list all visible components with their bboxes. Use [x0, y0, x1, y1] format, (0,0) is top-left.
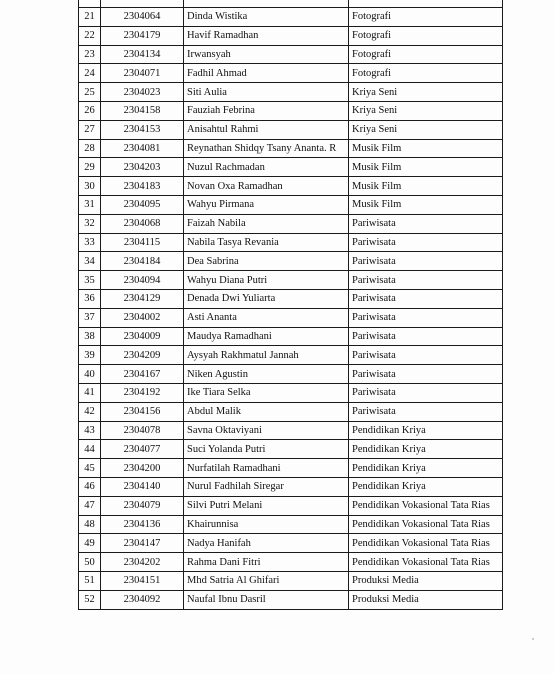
cell-prodi: Kriya Seni — [349, 120, 503, 139]
table-row — [79, 553, 503, 572]
cell-prodi: Pariwisata — [349, 252, 503, 271]
cell-nim: 2304081 — [101, 139, 184, 158]
table-row — [79, 139, 503, 158]
cell-no: 23 — [79, 45, 101, 64]
cell-prodi: Pendidikan Vokasional Tata Rias — [349, 515, 503, 534]
cell-nim: 2304136 — [101, 515, 184, 534]
cell-no: 48 — [79, 515, 101, 534]
cell-nim: 2304202 — [101, 553, 184, 572]
cell-name: Silvi Putri Melani — [184, 496, 349, 515]
cell-name: Wahyu Pirmana — [184, 195, 349, 214]
table-row — [79, 327, 503, 346]
cell-name: Mhd Satria Al Ghifari — [184, 571, 349, 590]
cell-no: 21 — [79, 8, 101, 27]
table-row — [79, 421, 503, 440]
cell-no: 36 — [79, 289, 101, 308]
cell-prodi: Pendidikan Vokasional Tata Rias — [349, 534, 503, 553]
cell-no: 27 — [79, 120, 101, 139]
cell-nim — [101, 0, 184, 8]
cell-name: Fauziah Febrina — [184, 101, 349, 120]
cell-prodi: Pendidikan Vokasional Tata Rias — [349, 496, 503, 515]
cell-name: Nadya Hanifah — [184, 534, 349, 553]
table-row-partial — [79, 0, 503, 8]
cell-no: 43 — [79, 421, 101, 440]
table-row — [79, 158, 503, 177]
cell-name: Siti Aulia — [184, 83, 349, 102]
cell-name: Anisahtul Rahmi — [184, 120, 349, 139]
cell-nim: 2304095 — [101, 195, 184, 214]
cell-name: Novan Oxa Ramadhan — [184, 177, 349, 196]
cell-no: 24 — [79, 64, 101, 83]
cell-no: 37 — [79, 308, 101, 327]
cell-no: 45 — [79, 459, 101, 478]
cell-nim: 2304153 — [101, 120, 184, 139]
cell-no: 44 — [79, 440, 101, 459]
cell-name: Rahma Dani Fitri — [184, 553, 349, 572]
cell-no: 30 — [79, 177, 101, 196]
cell-nim: 2304184 — [101, 252, 184, 271]
cell-name: Niken Agustin — [184, 365, 349, 384]
cell-no: 42 — [79, 402, 101, 421]
cell-name: Reynathan Shidqy Tsany Ananta. R — [184, 139, 349, 158]
cell-no: 33 — [79, 233, 101, 252]
table-row — [79, 477, 503, 496]
cell-nim: 2304179 — [101, 26, 184, 45]
cell-prodi: Pariwisata — [349, 271, 503, 290]
cell-prodi: Pariwisata — [349, 233, 503, 252]
cell-prodi: Pariwisata — [349, 289, 503, 308]
cell-prodi: Fotografi — [349, 8, 503, 27]
table-row — [79, 590, 503, 609]
cell-nim: 2304077 — [101, 440, 184, 459]
cell-prodi: Pariwisata — [349, 214, 503, 233]
cell-no: 39 — [79, 346, 101, 365]
cell-prodi: Musik Film — [349, 158, 503, 177]
cell-nim: 2304064 — [101, 8, 184, 27]
cell-prodi: Pendidikan Vokasional Tata Rias — [349, 553, 503, 572]
cell-nim: 2304079 — [101, 496, 184, 515]
cell-prodi: Pariwisata — [349, 308, 503, 327]
cell-prodi: Fotografi — [349, 26, 503, 45]
cell-prodi: Pendidikan Kriya — [349, 477, 503, 496]
cell-nim: 2304156 — [101, 402, 184, 421]
cell-prodi: Pariwisata — [349, 327, 503, 346]
table-row — [79, 402, 503, 421]
cell-name: Nabila Tasya Revania — [184, 233, 349, 252]
cell-no: 31 — [79, 195, 101, 214]
cell-prodi: Musik Film — [349, 177, 503, 196]
cell-nim: 2304203 — [101, 158, 184, 177]
cell-no: 47 — [79, 496, 101, 515]
cell-name: Khairunnisa — [184, 515, 349, 534]
cell-nim: 2304183 — [101, 177, 184, 196]
cell-prodi: Musik Film — [349, 195, 503, 214]
cell-no: 50 — [79, 553, 101, 572]
roster-table-body — [79, 0, 503, 609]
cell-name: Wahyu Diana Putri — [184, 271, 349, 290]
cell-name: Savna Oktaviyani — [184, 421, 349, 440]
cell-nim: 2304094 — [101, 271, 184, 290]
table-row — [79, 64, 503, 83]
scan-speck — [532, 638, 534, 640]
table-row — [79, 177, 503, 196]
cell-no: 51 — [79, 571, 101, 590]
cell-nim: 2304167 — [101, 365, 184, 384]
table-row — [79, 101, 503, 120]
cell-nim: 2304200 — [101, 459, 184, 478]
cell-nim: 2304147 — [101, 534, 184, 553]
cell-no: 46 — [79, 477, 101, 496]
cell-nim: 2304192 — [101, 383, 184, 402]
cell-name: Asti Ananta — [184, 308, 349, 327]
cell-name: Havif Ramadhan — [184, 26, 349, 45]
cell-prodi: Produksi Media — [349, 571, 503, 590]
table-row — [79, 365, 503, 384]
cell-no: 49 — [79, 534, 101, 553]
cell-prodi: Pendidikan Kriya — [349, 459, 503, 478]
cell-nim: 2304023 — [101, 83, 184, 102]
table-row — [79, 346, 503, 365]
table-row — [79, 83, 503, 102]
cell-name: Maudya Ramadhani — [184, 327, 349, 346]
cell-name: Faizah Nabila — [184, 214, 349, 233]
cell-nim: 2304140 — [101, 477, 184, 496]
table-row — [79, 308, 503, 327]
table-row — [79, 515, 503, 534]
cell-name: Abdul Malik — [184, 402, 349, 421]
cell-no: 29 — [79, 158, 101, 177]
table-row — [79, 233, 503, 252]
cell-name: Nurul Fadhilah Siregar — [184, 477, 349, 496]
cell-prodi: Pendidikan Kriya — [349, 421, 503, 440]
cell-prodi: Pariwisata — [349, 365, 503, 384]
cell-name: Dinda Wistika — [184, 8, 349, 27]
table-row — [79, 571, 503, 590]
table-row — [79, 271, 503, 290]
table-row — [79, 195, 503, 214]
student-roster-table — [78, 0, 503, 610]
cell-name: Fadhil Ahmad — [184, 64, 349, 83]
cell-nim: 2304002 — [101, 308, 184, 327]
cell-name: Naufal Ibnu Dasril — [184, 590, 349, 609]
cell-no: 40 — [79, 365, 101, 384]
cell-name: Suci Yolanda Putri — [184, 440, 349, 459]
table-row — [79, 120, 503, 139]
cell-prodi: Pariwisata — [349, 402, 503, 421]
cell-name: Denada Dwi Yuliarta — [184, 289, 349, 308]
cell-prodi — [349, 0, 503, 8]
table-row — [79, 26, 503, 45]
cell-no — [79, 0, 101, 8]
cell-nim: 2304068 — [101, 214, 184, 233]
table-row — [79, 289, 503, 308]
cell-prodi: Kriya Seni — [349, 83, 503, 102]
cell-prodi: Fotografi — [349, 45, 503, 64]
cell-prodi: Produksi Media — [349, 590, 503, 609]
cell-name: Ike Tiara Selka — [184, 383, 349, 402]
cell-nim: 2304151 — [101, 571, 184, 590]
cell-nim: 2304009 — [101, 327, 184, 346]
cell-no: 22 — [79, 26, 101, 45]
table-row — [79, 8, 503, 27]
cell-nim: 2304092 — [101, 590, 184, 609]
cell-nim: 2304071 — [101, 64, 184, 83]
cell-no: 38 — [79, 327, 101, 346]
table-row — [79, 534, 503, 553]
cell-no: 52 — [79, 590, 101, 609]
cell-nim: 2304115 — [101, 233, 184, 252]
cell-prodi: Musik Film — [349, 139, 503, 158]
cell-nim: 2304158 — [101, 101, 184, 120]
table-row — [79, 45, 503, 64]
cell-name: Nuzul Rachmadan — [184, 158, 349, 177]
table-row — [79, 252, 503, 271]
cell-no: 25 — [79, 83, 101, 102]
table-row — [79, 459, 503, 478]
cell-nim: 2304209 — [101, 346, 184, 365]
table-row — [79, 440, 503, 459]
cell-prodi: Pendidikan Kriya — [349, 440, 503, 459]
table-row — [79, 496, 503, 515]
cell-name — [184, 0, 349, 8]
cell-no: 35 — [79, 271, 101, 290]
cell-prodi: Pariwisata — [349, 383, 503, 402]
cell-no: 41 — [79, 383, 101, 402]
table-row — [79, 214, 503, 233]
cell-name: Dea Sabrina — [184, 252, 349, 271]
cell-nim: 2304134 — [101, 45, 184, 64]
cell-name: Aysyah Rakhmatul Jannah — [184, 346, 349, 365]
cell-name: Nurfatilah Ramadhani — [184, 459, 349, 478]
cell-name: Irwansyah — [184, 45, 349, 64]
table-row — [79, 383, 503, 402]
cell-prodi: Fotografi — [349, 64, 503, 83]
cell-nim: 2304129 — [101, 289, 184, 308]
cell-no: 32 — [79, 214, 101, 233]
cell-no: 26 — [79, 101, 101, 120]
cell-prodi: Pariwisata — [349, 346, 503, 365]
cell-prodi: Kriya Seni — [349, 101, 503, 120]
cell-no: 34 — [79, 252, 101, 271]
cell-nim: 2304078 — [101, 421, 184, 440]
cell-no: 28 — [79, 139, 101, 158]
